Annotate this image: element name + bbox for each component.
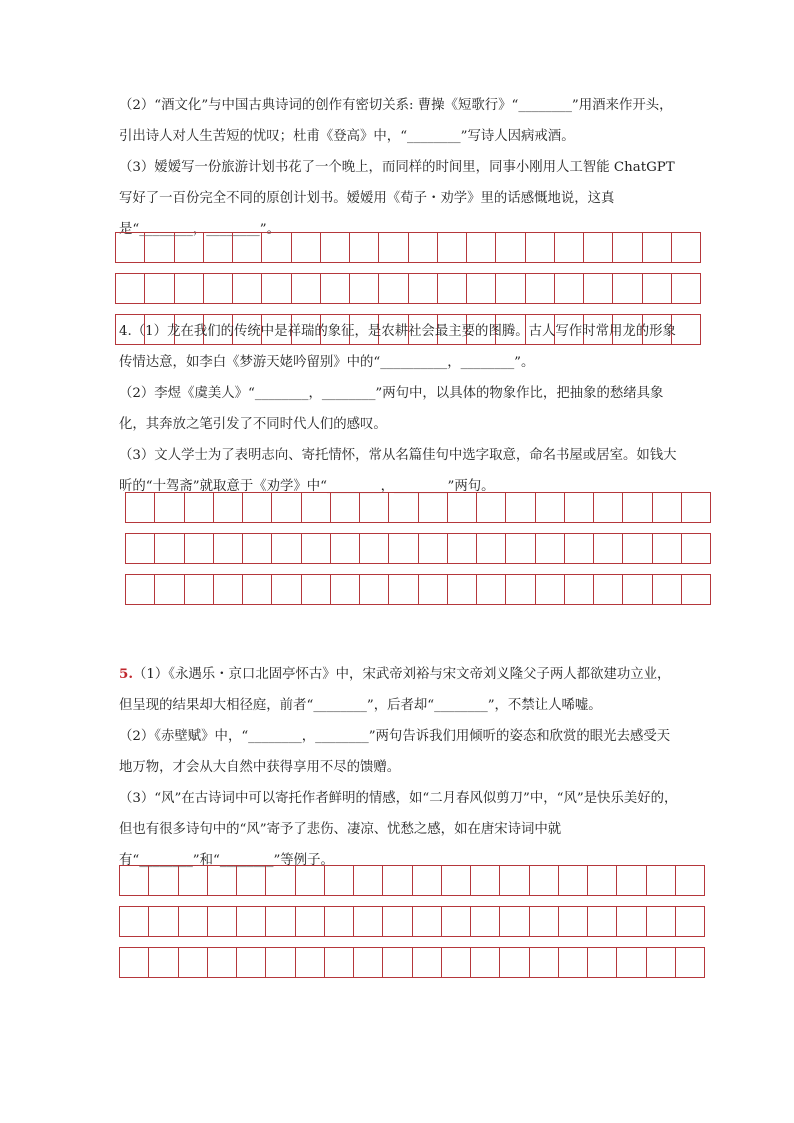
grid-row bbox=[119, 906, 705, 937]
answer-cell[interactable] bbox=[584, 274, 613, 304]
answer-cell[interactable] bbox=[379, 233, 408, 263]
answer-cell[interactable] bbox=[676, 948, 705, 978]
answer-cell[interactable] bbox=[126, 575, 155, 605]
answer-cell[interactable] bbox=[500, 948, 529, 978]
answer-cell[interactable] bbox=[496, 274, 525, 304]
answer-cell[interactable] bbox=[653, 575, 682, 605]
answer-cell[interactable] bbox=[471, 866, 500, 896]
grid-row bbox=[125, 574, 711, 605]
answer-cell[interactable] bbox=[237, 907, 266, 937]
answer-cell[interactable] bbox=[496, 233, 525, 263]
answer-cell[interactable] bbox=[555, 233, 584, 263]
answer-cell[interactable] bbox=[588, 948, 617, 978]
answer-cell[interactable] bbox=[145, 233, 174, 263]
answer-cell[interactable] bbox=[623, 534, 652, 564]
answer-cell[interactable] bbox=[204, 274, 233, 304]
answer-cell[interactable] bbox=[438, 274, 467, 304]
answer-cell[interactable] bbox=[383, 907, 412, 937]
answer-cell[interactable] bbox=[613, 233, 642, 263]
answer-cell[interactable] bbox=[682, 493, 711, 523]
answer-cell[interactable] bbox=[559, 907, 588, 937]
answer-cell[interactable] bbox=[419, 534, 448, 564]
answer-cell[interactable] bbox=[647, 907, 676, 937]
answer-cell[interactable] bbox=[588, 907, 617, 937]
answer-cell[interactable] bbox=[536, 534, 565, 564]
answer-cell[interactable] bbox=[179, 866, 208, 896]
answer-cell[interactable] bbox=[617, 907, 646, 937]
answer-cell[interactable] bbox=[116, 233, 145, 263]
answer-cell[interactable] bbox=[185, 534, 214, 564]
answer-cell[interactable] bbox=[389, 575, 418, 605]
answer-cell[interactable] bbox=[623, 575, 652, 605]
answer-cell[interactable] bbox=[643, 233, 672, 263]
answer-cell[interactable] bbox=[471, 948, 500, 978]
answer-cell[interactable] bbox=[120, 907, 149, 937]
answer-cell[interactable] bbox=[500, 866, 529, 896]
q5-number: 5. bbox=[119, 666, 133, 682]
answer-cell[interactable] bbox=[467, 233, 496, 263]
answer-cell[interactable] bbox=[559, 866, 588, 896]
answer-cell[interactable] bbox=[266, 866, 295, 896]
answer-cell[interactable] bbox=[354, 866, 383, 896]
answer-cell[interactable] bbox=[409, 274, 438, 304]
answer-cell[interactable] bbox=[672, 233, 701, 263]
answer-cell[interactable] bbox=[555, 274, 584, 304]
answer-cell[interactable] bbox=[149, 866, 178, 896]
answer-cell[interactable] bbox=[506, 534, 535, 564]
answer-cell[interactable] bbox=[185, 575, 214, 605]
answer-cell[interactable] bbox=[530, 907, 559, 937]
answer-cell[interactable] bbox=[302, 534, 331, 564]
answer-cell[interactable] bbox=[266, 948, 295, 978]
q5-part3: （3）“风”在古诗词中可以寄托作者鲜明的情感，如“二月春风似剪刀”中，“风”是快乐美好的，但也有很多诗句中的“风”寄予了悲伤、凄凉、忧愁之感，如在唐宋诗词中就有“________”和“________”等例子。 bbox=[119, 791, 678, 868]
answer-cell[interactable] bbox=[175, 274, 204, 304]
answer-cell[interactable] bbox=[292, 274, 321, 304]
answer-cell[interactable] bbox=[214, 534, 243, 564]
answer-cell[interactable] bbox=[116, 274, 145, 304]
answer-cell[interactable] bbox=[302, 493, 331, 523]
q4-part1: 4.（1）龙在我们的传统中是祥瑞的象征，是农耕社会最主要的图腾。古人写作时常用龙的形象传情达意，如李白《梦游天姥吟留别》中的“__________，________”。 bbox=[119, 324, 676, 370]
answer-cell[interactable] bbox=[120, 866, 149, 896]
answer-cell[interactable] bbox=[325, 907, 354, 937]
answer-cell[interactable] bbox=[565, 493, 594, 523]
answer-cell[interactable] bbox=[565, 575, 594, 605]
answer-cell[interactable] bbox=[175, 233, 204, 263]
grid-row bbox=[125, 492, 711, 523]
answer-cell[interactable] bbox=[331, 493, 360, 523]
answer-cell[interactable] bbox=[296, 866, 325, 896]
q5-part2: （2）《赤壁赋》中，“________，________”两句告诉我们用倾听的姿态和欣赏的眼光去感受天地万物，才会从大自然中获得享用不尽的馈赠。 bbox=[119, 729, 671, 775]
answer-cell[interactable] bbox=[120, 948, 149, 978]
answer-cell[interactable] bbox=[266, 907, 295, 937]
answer-cell[interactable] bbox=[617, 948, 646, 978]
answer-cell[interactable] bbox=[145, 274, 174, 304]
answer-cell[interactable] bbox=[155, 493, 184, 523]
answer-cell[interactable] bbox=[653, 534, 682, 564]
answer-cell[interactable] bbox=[617, 866, 646, 896]
answer-cell[interactable] bbox=[477, 534, 506, 564]
answer-cell[interactable] bbox=[325, 948, 354, 978]
answer-cell[interactable] bbox=[682, 534, 711, 564]
answer-cell[interactable] bbox=[325, 866, 354, 896]
answer-cell[interactable] bbox=[321, 233, 350, 263]
answer-cell[interactable] bbox=[208, 948, 237, 978]
answer-cell[interactable] bbox=[383, 948, 412, 978]
answer-cell[interactable] bbox=[208, 907, 237, 937]
answer-cell[interactable] bbox=[530, 948, 559, 978]
answer-cell[interactable] bbox=[594, 534, 623, 564]
answer-grid-q5[interactable] bbox=[119, 865, 705, 988]
answer-cell[interactable] bbox=[149, 907, 178, 937]
answer-cell[interactable] bbox=[565, 534, 594, 564]
answer-cell[interactable] bbox=[672, 274, 701, 304]
answer-cell[interactable] bbox=[214, 575, 243, 605]
answer-cell[interactable] bbox=[350, 233, 379, 263]
q4-part3: （3）文人学士为了表明志向、寄托情怀，常从名篇佳句中选字取意，命名书屋或居室。如钱大昕的“十驾斋”就取意于《劝学》中“________，________”两句。 bbox=[119, 448, 677, 494]
answer-cell[interactable] bbox=[442, 866, 471, 896]
answer-cell[interactable] bbox=[179, 948, 208, 978]
answer-cell[interactable] bbox=[526, 233, 555, 263]
answer-cell[interactable] bbox=[350, 274, 379, 304]
answer-cell[interactable] bbox=[676, 907, 705, 937]
answer-cell[interactable] bbox=[530, 866, 559, 896]
answer-cell[interactable] bbox=[155, 534, 184, 564]
answer-cell[interactable] bbox=[383, 866, 412, 896]
answer-cell[interactable] bbox=[419, 493, 448, 523]
answer-cell[interactable] bbox=[409, 233, 438, 263]
answer-cell[interactable] bbox=[419, 575, 448, 605]
answer-cell[interactable] bbox=[321, 274, 350, 304]
answer-cell[interactable] bbox=[126, 534, 155, 564]
answer-cell[interactable] bbox=[442, 907, 471, 937]
grid-row bbox=[115, 232, 701, 263]
answer-cell[interactable] bbox=[559, 948, 588, 978]
answer-cell[interactable] bbox=[413, 866, 442, 896]
grid-row bbox=[125, 533, 711, 564]
q4-part2: （2）李煜《虞美人》“________，________”两句中，以具体的物象作比，把抽象的愁绪具象化，其奔放之笔引发了不同时代人们的感叹。 bbox=[119, 386, 664, 432]
answer-cell[interactable] bbox=[536, 493, 565, 523]
answer-cell[interactable] bbox=[647, 866, 676, 896]
grid-row bbox=[119, 947, 705, 978]
answer-cell[interactable] bbox=[214, 493, 243, 523]
answer-cell[interactable] bbox=[243, 493, 272, 523]
answer-cell[interactable] bbox=[185, 493, 214, 523]
answer-cell[interactable] bbox=[354, 907, 383, 937]
answer-cell[interactable] bbox=[360, 534, 389, 564]
answer-cell[interactable] bbox=[272, 534, 301, 564]
answer-cell[interactable] bbox=[438, 233, 467, 263]
answer-cell[interactable] bbox=[676, 866, 705, 896]
answer-cell[interactable] bbox=[331, 575, 360, 605]
answer-cell[interactable] bbox=[442, 948, 471, 978]
answer-cell[interactable] bbox=[331, 534, 360, 564]
answer-cell[interactable] bbox=[149, 948, 178, 978]
answer-cell[interactable] bbox=[471, 907, 500, 937]
answer-cell[interactable] bbox=[292, 233, 321, 263]
answer-cell[interactable] bbox=[647, 948, 676, 978]
answer-cell[interactable] bbox=[262, 233, 291, 263]
q5-part1-text: （1）《永遇乐・京口北固亭怀古》中，宋武帝刘裕与宋文帝刘义隆父子两人都欲建功立业，但呈现的结果却大相径庭，前者“________”，后者却“________”，不禁让人唏嘘。 bbox=[119, 667, 671, 713]
answer-cell[interactable] bbox=[536, 575, 565, 605]
answer-cell[interactable] bbox=[155, 575, 184, 605]
answer-grid-q4[interactable] bbox=[125, 492, 711, 615]
answer-cell[interactable] bbox=[623, 493, 652, 523]
answer-cell[interactable] bbox=[204, 233, 233, 263]
answer-cell[interactable] bbox=[682, 575, 711, 605]
answer-cell[interactable] bbox=[613, 274, 642, 304]
answer-cell[interactable] bbox=[272, 493, 301, 523]
answer-cell[interactable] bbox=[233, 233, 262, 263]
answer-cell[interactable] bbox=[379, 274, 408, 304]
answer-cell[interactable] bbox=[360, 493, 389, 523]
answer-cell[interactable] bbox=[354, 948, 383, 978]
answer-cell[interactable] bbox=[467, 274, 496, 304]
answer-cell[interactable] bbox=[389, 493, 418, 523]
answer-cell[interactable] bbox=[243, 534, 272, 564]
answer-cell[interactable] bbox=[243, 575, 272, 605]
answer-cell[interactable] bbox=[126, 493, 155, 523]
answer-cell[interactable] bbox=[643, 274, 672, 304]
answer-cell[interactable] bbox=[448, 534, 477, 564]
answer-cell[interactable] bbox=[296, 948, 325, 978]
answer-cell[interactable] bbox=[389, 534, 418, 564]
grid-row bbox=[119, 865, 705, 896]
answer-cell[interactable] bbox=[272, 575, 301, 605]
answer-cell[interactable] bbox=[500, 907, 529, 937]
answer-cell[interactable] bbox=[360, 575, 389, 605]
answer-cell[interactable] bbox=[262, 274, 291, 304]
q5-part1 bbox=[119, 659, 679, 721]
answer-cell[interactable] bbox=[653, 493, 682, 523]
answer-cell[interactable] bbox=[237, 948, 266, 978]
grid-row bbox=[115, 273, 701, 304]
answer-cell[interactable] bbox=[296, 907, 325, 937]
answer-cell[interactable] bbox=[237, 866, 266, 896]
answer-cell[interactable] bbox=[526, 274, 555, 304]
answer-cell[interactable] bbox=[448, 493, 477, 523]
answer-cell[interactable] bbox=[506, 493, 535, 523]
answer-cell[interactable] bbox=[448, 575, 477, 605]
answer-cell[interactable] bbox=[588, 866, 617, 896]
answer-cell[interactable] bbox=[584, 233, 613, 263]
answer-cell[interactable] bbox=[208, 866, 237, 896]
q3-part2: （2）“酒文化”与中国古典诗词的创作有密切关系: 曹操《短歌行》“________”用酒来作开头，引出诗人对人生苦短的忧叹；杜甫《登高》中，“________”写诗人因病戒酒。 bbox=[119, 98, 673, 144]
answer-cell[interactable] bbox=[594, 575, 623, 605]
answer-cell[interactable] bbox=[413, 907, 442, 937]
answer-cell[interactable] bbox=[477, 575, 506, 605]
answer-cell[interactable] bbox=[413, 948, 442, 978]
answer-cell[interactable] bbox=[233, 274, 262, 304]
answer-cell[interactable] bbox=[302, 575, 331, 605]
answer-cell[interactable] bbox=[594, 493, 623, 523]
answer-cell[interactable] bbox=[179, 907, 208, 937]
q3-part3: （3）嫒嫒写一份旅游计划书花了一个晚上，而同样的时间里，同事小刚用人工智能 ChatGPT 写好了一百份完全不同的原创计划书。嫒嫒用《荀子・劝学》里的话感慨地说，这真是“________，________”。 bbox=[119, 160, 675, 237]
answer-cell[interactable] bbox=[477, 493, 506, 523]
answer-cell[interactable] bbox=[506, 575, 535, 605]
